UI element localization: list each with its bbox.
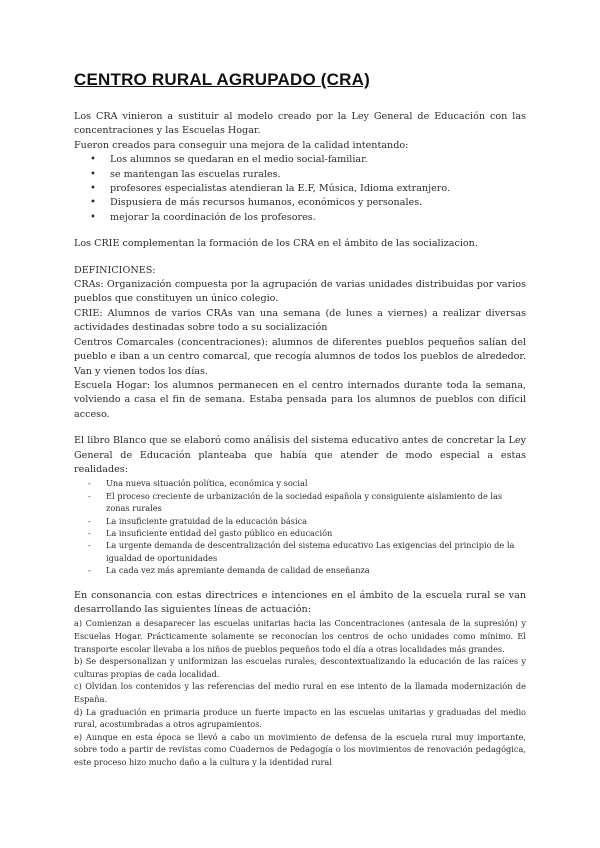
intro-goal-paragraph: Fueron creados para conseguir una mejora de la calidad intentando: [74,139,409,151]
realidades-list [74,477,526,576]
list-item: e) Aunque en esta época se llevó a cabo un movimiento de defensa de la escuela rural muy importante, sobre todo a partir de revistas como Cuadernos de Pedagogía o los movimientos de renovación pedagógica, este proceso hizo mucho daño a la cultura y la identidad rural [74,731,526,767]
list-item: b) Se despersonalizan y uniformizan las escuelas rurales, descontextualizando la educación de las raíces y culturas propias de cada localidad. [74,656,526,679]
list-item: - Una nueva situación política, económica y social [74,477,526,489]
list-item: - El proceso creciente de urbanización de la sociedad española y consiguiente aislamiento de las zonas rurales [74,490,526,515]
page-title: CENTRO RURAL AGRUPADO (CRA) [74,70,370,89]
definition-centros-comarcales: Centros Comarcales (concentraciones): alumnos de diferentes pueblos pequeños salían del pueblo e iban a un centro comarcal, que recogía alumnos de todos los pueblos de alrededor. Van y vienen todos los días. [74,336,526,377]
list-item: - La insuficiente gratuidad de la educación básica [74,515,526,527]
list-item: • profesores especialistas atendieran la E.F, Música, Idioma extranjero. [74,182,526,196]
list-item: • Los alumnos se quedaran en el medio social-familiar. [74,153,526,167]
actuacion-paragraph: En consonancia con estas directrices e intenciones en el ámbito de la escuela rural se van desarrollando las siguientes líneas de actuación: [74,589,526,615]
list-item: - La cada vez más apremiante demanda de calidad de enseñanza [74,564,526,576]
list-item: • Dispusiera de más recursos humanos, económicos y personales. [74,196,526,210]
list-item: • mejorar la coordinación de los profesores. [74,211,526,225]
actuacion-list [74,617,526,768]
document-body [74,110,526,769]
list-item: - La insuficiente entidad del gasto público en educación [74,527,526,539]
goals-list [74,153,526,225]
libro-blanco-paragraph: El libro Blanco que se elaboró como análisis del sistema educativo antes de concretar la Ley General de Educación planteaba que había que atender de modo especial a estas realidades: [74,435,526,475]
crie-paragraph: Los CRIE complementan la formación de los CRA en el ámbito de las socializacion. [74,238,478,250]
list-item: a) Comienzan a desaparecer las escuelas unitarias hacia las Concentraciones (antesala de la supresión) y Escuelas Hogar. Prácticamente solamente se reconocían los centros de ocho unidades como mínimo. El transporte escolar llevaba a los niños de pueblos pequeños todo el día a otras localidades más grandes. [74,618,526,654]
list-item: • se mantengan las escuelas rurales. [74,168,526,182]
definition-escuela-hogar: Escuela Hogar: los alumnos permanecen en el centro internados durante toda la semana, volviendo a casa el fin de semana. Estaba pensada para los alumnos de pueblos con difícil acceso. [74,379,526,420]
list-item: c) Olvidan los contenidos y las referencias del medio rural en ese intento de la llamada modernización de España. [74,681,526,704]
definitions-heading: DEFINICIONES: [74,264,156,276]
definition-crie: CRIE: Alumnos de varios CRAs van una semana (de lunes a viernes) a realizar diversas actividades destinadas sobre todo a su socialización [74,307,526,334]
list-item: d) La graduación en primaria produce un fuerte impacto en las escuelas unitarias y graduadas del medio rural, acostumbradas a otros agrupamientos. [74,706,526,730]
intro-paragraph: Los CRA vinieron a sustituir al modelo creado por la Ley General de Educación con las concentraciones y las Escuelas Hogar. [74,111,526,137]
list-item: - La urgente demanda de descentralización del sistema educativo Las exigencias del principio de la igualdad de oportunidades [74,539,526,564]
definition-cras: CRAs: Organización compuesta por la agrupación de varias unidades distribuidas por varios pueblos que constituyen un único colegio. [74,279,526,305]
